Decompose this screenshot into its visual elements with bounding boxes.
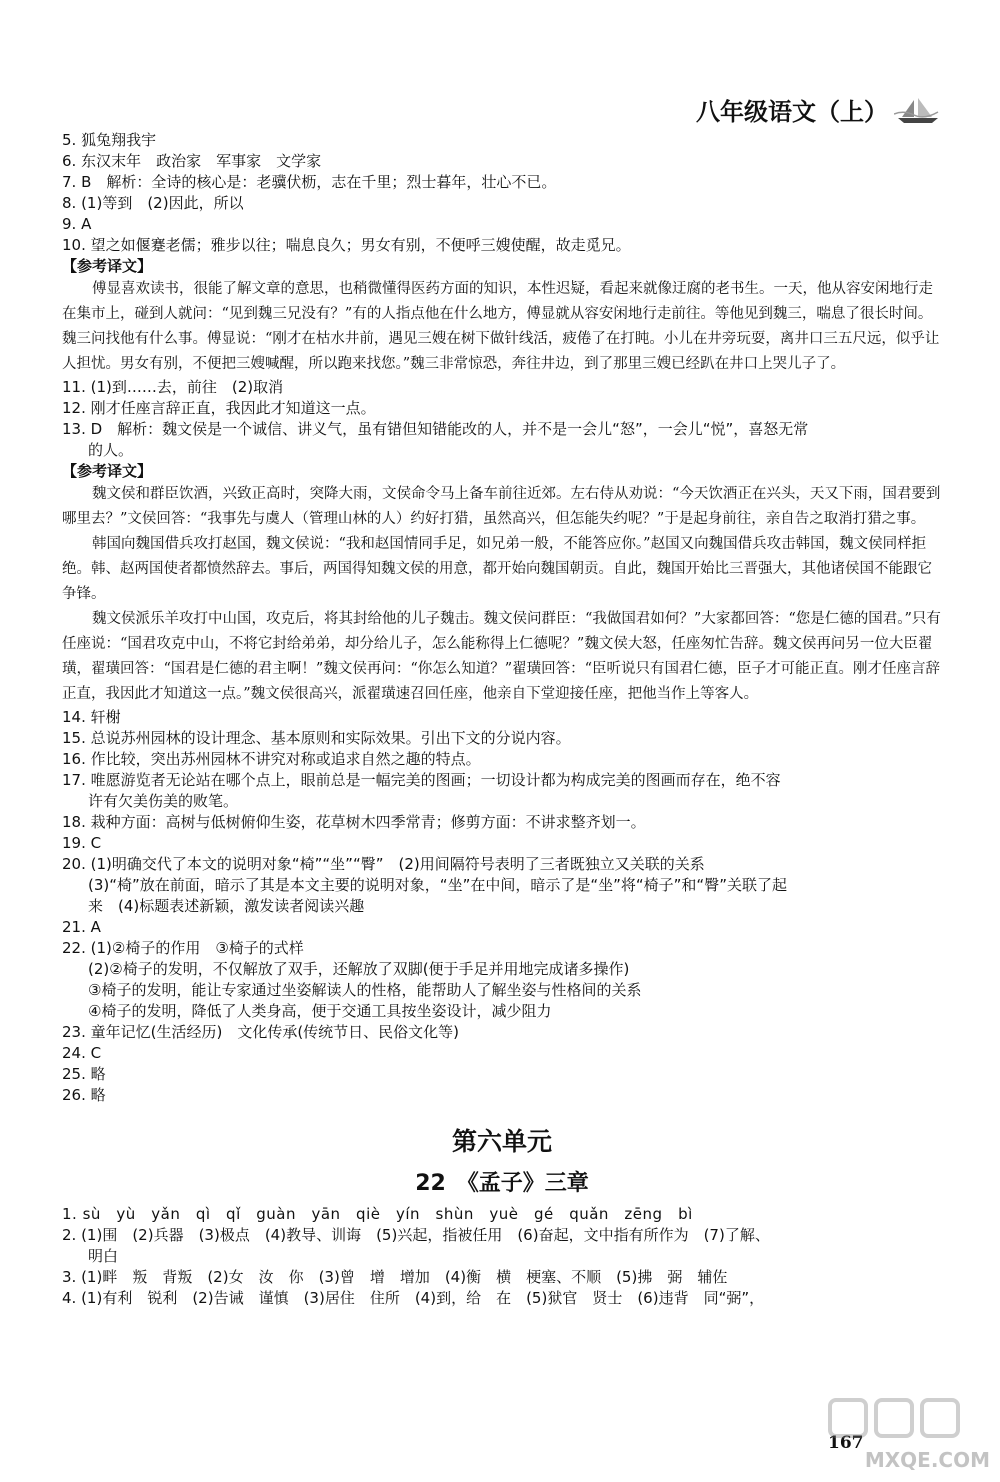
answer-line: 23. 童年记忆(生活经历) 文化传承(传统节日、民俗文化等) (62, 1023, 460, 1041)
answer-line: 21. A (62, 918, 101, 936)
answer-line: 明白 (88, 1247, 119, 1265)
translation-paragraph: 傅显喜欢读书，很能了解文章的意思，也稍微懂得医药方面的知识，本性迟疑，看起来就像迂腐的老书生。一天，他从容安闲地行走在集市上，碰到人就问：“见到魏三兄没有？”有的人指点他在什么地方，傅显就从容安闲地行走前往。等他见到魏三，喘息了很长时间。魏三问找他有什么事。傅显说：“刚才在枯水井前，遇见三嫂在树下做针线活，疲倦了在打盹。小儿在井旁玩耍，离井口三五尺远，似乎让人担忧。男女有别，不便把三嫂喊醒，所以跑来找您。”魏三非常惊恐，奔往井边，到了那里三嫂已经趴在井口上哭儿子了。 (62, 281, 940, 372)
grade-title: 八年级语文（上） (696, 98, 888, 126)
answers-lesson-22 (62, 1204, 942, 1309)
answer-line: 11. (1)到……去，前往 (2)取消 (62, 378, 284, 396)
ship-logo-icon (894, 96, 942, 124)
answer-line: 3. (1)畔 叛 背叛 (2)女 汝 你 (3)曾 增 增加 (4)衡 横 梗塞、不顺 (5)拂 弼 辅佐 (62, 1268, 728, 1286)
translation-paragraph: 韩国向魏国借兵攻打赵国，魏文侯说：“我和赵国情同手足，如兄弟一般，不能答应你。”赵国又向魏国借兵攻击韩国，魏文侯同样拒绝。韩、赵两国使者都愤然辞去。事后，两国得知魏文侯的用意，都开始向魏国朝贡。自此，魏国开始比三晋强大，其他诸侯国不能跟它争锋。 (62, 536, 932, 602)
translation-paragraph: 魏文侯派乐羊攻打中山国，攻克后，将其封给他的儿子魏击。魏文侯问群臣：“我做国君如何？”大家都回答：“您是仁德的国君。”只有任座说：“国君攻克中山，不将它封给弟弟，却分给儿子，怎么能称得上仁德呢？”魏文侯大怒，任座匆忙告辞。魏文侯再问另一位大臣翟璜，翟璜回答：“国君是仁德的君主啊！”魏文侯再问：“你怎么知道？”翟璜回答：“臣听说只有国君仁德，臣子才可能正直。刚才任座言辞正直，我因此才知道这一点。”魏文侯很高兴，派翟璜速召回任座，他亲自下堂迎接任座，把他当作上等客人。 (62, 611, 941, 702)
answer-content (62, 130, 942, 1309)
answer-line: (2)②椅子的发明，不仅解放了双手，还解放了双脚(便于手足并用地完成诸多操作) (88, 960, 630, 978)
answer-line: 6. 东汉末年 政治家 军事家 文学家 (62, 152, 322, 170)
answer-line: 1. sù yù yǎn qì qǐ guàn yān qiè yín shùn yuè gé quǎn zēng bì (62, 1205, 693, 1223)
page-header (696, 92, 942, 127)
answer-line: 24. C (62, 1044, 102, 1062)
answer-line: 20. (1)明确交代了本文的说明对象“椅”“坐”“臀” (2)用间隔符号表明了三者既独立又关联的关系 (62, 855, 705, 873)
answer-line: 15. 总说苏州园林的设计理念、基本原则和实际效果。引出下文的分说内容。 (62, 729, 571, 747)
watermark (820, 1392, 990, 1472)
answer-line: 5. 狐兔翔我宇 (62, 131, 157, 149)
answer-line: 17. 唯愿游览者无论站在哪个点上，眼前总是一幅完美的图画；一切设计都为构成完美的图画而存在，绝不容 (62, 771, 781, 789)
answers-5-10 (62, 130, 942, 256)
reference-translation-2 (62, 482, 942, 707)
answer-line: ④椅子的发明，降低了人类身高，便于交通工具按坐姿设计，减少阻力 (88, 1002, 552, 1020)
answer-line: 4. (1)有利 锐利 (2)告诫 谨慎 (3)居住 住所 (4)到，给 在 (5)狱官 贤士 (6)违背 同“弼”， (62, 1289, 765, 1307)
answer-line: 18. 栽种方面：高树与低树俯仰生姿，花草树木四季常青；修剪方面：不讲求整齐划一。 (62, 813, 646, 831)
reference-translation-1 (62, 277, 942, 377)
answer-line: 25. 略 (62, 1065, 106, 1083)
answer-line: 26. 略 (62, 1086, 106, 1104)
answer-line: 来 (4)标题表述新颖，激发读者阅读兴趣 (88, 897, 365, 915)
reference-translation-label: 【参考译文】 (62, 462, 153, 480)
answer-line: 12. 刚才任座言辞正直，我因此才知道这一点。 (62, 399, 376, 417)
answer-line: 14. 轩榭 (62, 708, 121, 726)
answer-line: 9. A (62, 215, 92, 233)
answer-line: 7. B 解析：全诗的核心是：老骥伏枥，志在千里；烈士暮年，壮心不已。 (62, 173, 557, 191)
answers-14-26 (62, 707, 942, 1106)
watermark-logo-icon (820, 1392, 990, 1452)
unit-title: 第六单元 (451, 1127, 552, 1156)
answer-line: 19. C (62, 834, 102, 852)
answer-line: (3)“椅”放在前面，暗示了其是本文主要的说明对象，“坐”在中间，暗示了是“坐”将“椅子”和“臀”关联了起 (88, 876, 787, 894)
answers-11-13 (62, 377, 942, 461)
answer-line: 的人。 (88, 441, 134, 459)
answer-line: 许有欠美伤美的败笔。 (88, 792, 239, 810)
answer-line: 16. 作比较，突出苏州园林不讲究对称或追求自然之趣的特点。 (62, 750, 481, 768)
answer-line: ③椅子的发明，能让专家通过坐姿解读人的性格，能帮助人了解坐姿与性格间的关系 (88, 981, 642, 999)
watermark-text: MXQE.COM (864, 1448, 990, 1472)
reference-translation-label: 【参考译文】 (62, 257, 153, 275)
lesson-title: 22 《孟子》三章 (415, 1171, 589, 1196)
answer-line: 22. (1)②椅子的作用 ③椅子的式样 (62, 939, 304, 957)
answer-line: 13. D 解析：魏文侯是一个诚信、讲义气，虽有错但知错能改的人，并不是一会儿“怒”，一会儿“悦”，喜怒无常 (62, 420, 809, 438)
answer-line: 8. (1)等到 (2)因此，所以 (62, 194, 244, 212)
translation-paragraph: 魏文侯和群臣饮酒，兴致正高时，突降大雨，文侯命令马上备车前往近郊。左右侍从劝说：“今天饮酒正在兴头，天又下雨，国君要到哪里去？”文侯回答：“我事先与虞人（管理山林的人）约好打猎，虽然高兴，但怎能失约呢？”于是起身前往，亲自告之取消打猎之事。 (62, 486, 941, 527)
page-number: 167 (828, 1433, 864, 1453)
answer-line: 2. (1)围 (2)兵器 (3)极点 (4)教导、训诲 (5)兴起，指被任用 (6)奋起，文中指有所作为 (7)了解、 (62, 1226, 770, 1244)
answer-line: 10. 望之如偃蹇老儒；雅步以往；喘息良久；男女有别，不便呼三嫂使醒，故走觅兄。 (62, 236, 631, 254)
